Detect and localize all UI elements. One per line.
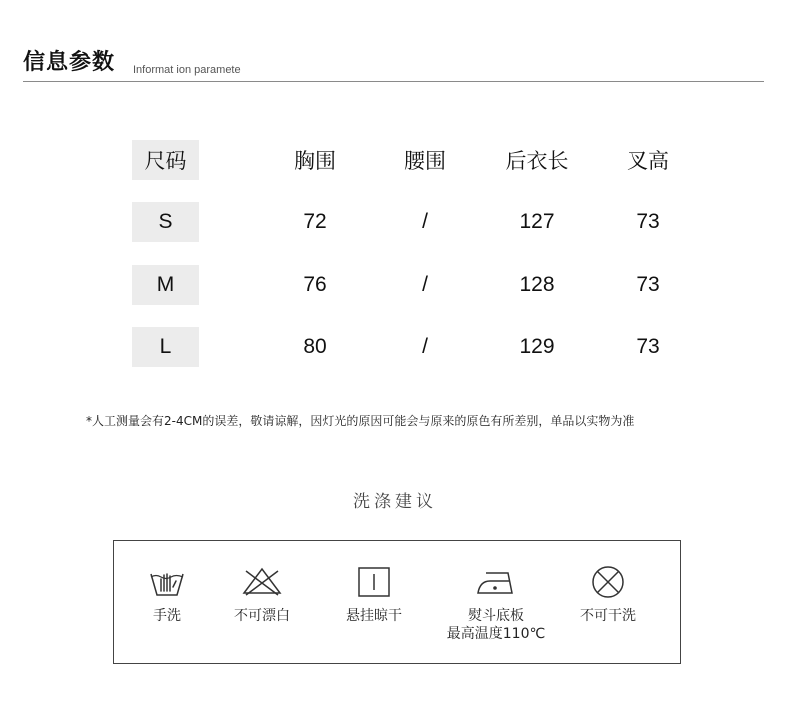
hang-dry-icon	[356, 565, 392, 599]
table-cell-slit: 73	[636, 335, 660, 358]
table-cell-size: S	[132, 202, 199, 242]
table-header-length: 后衣长	[505, 149, 569, 173]
table-cell-length: 129	[519, 335, 555, 358]
page-subtitle: Informat ion paramete	[133, 64, 241, 76]
table-cell-chest: 80	[303, 335, 327, 358]
care-label-temperature: 最高温度110℃	[446, 626, 546, 642]
care-instructions-box	[113, 540, 681, 664]
table-cell-length: 127	[519, 210, 555, 233]
hand-wash-icon	[147, 565, 187, 599]
care-label: 不可干洗	[580, 608, 636, 624]
no-bleach-icon	[240, 565, 284, 599]
table-cell-waist: /	[422, 210, 428, 233]
iron-icon	[474, 565, 518, 599]
no-dry-clean-icon	[588, 565, 628, 599]
table-cell-waist: /	[422, 273, 428, 296]
table-cell-chest: 72	[303, 210, 327, 233]
care-item-hang-dry	[314, 565, 434, 625]
care-label: 悬挂晾干	[346, 608, 402, 624]
table-header-waist: 腰围	[404, 149, 446, 173]
care-item-iron	[436, 565, 556, 643]
care-item-no-dry-clean	[548, 565, 668, 625]
care-label: 熨斗底板	[468, 608, 524, 624]
table-cell-slit: 73	[636, 273, 660, 296]
header-divider	[23, 81, 764, 82]
table-header-size: 尺码	[132, 140, 199, 180]
wash-title: 洗涤建议	[353, 492, 437, 512]
care-label: 手洗	[153, 608, 181, 624]
table-cell-chest: 76	[303, 273, 327, 296]
care-label: 不可漂白	[234, 608, 290, 624]
page-title: 信息参数	[23, 50, 116, 75]
table-cell-size: L	[132, 327, 199, 367]
care-item-no-bleach	[202, 565, 322, 625]
table-cell-waist: /	[422, 335, 428, 358]
table-cell-size: M	[132, 265, 199, 305]
table-header-chest: 胸围	[294, 149, 336, 173]
measurement-note: *人工测量会有2-4CM的误差，敬请谅解，因灯光的原因可能会与原来的原色有所差别，单品以实物为准	[86, 414, 635, 428]
table-cell-length: 128	[519, 273, 555, 296]
table-cell-slit: 73	[636, 210, 660, 233]
table-header-slit: 叉高	[627, 149, 669, 173]
